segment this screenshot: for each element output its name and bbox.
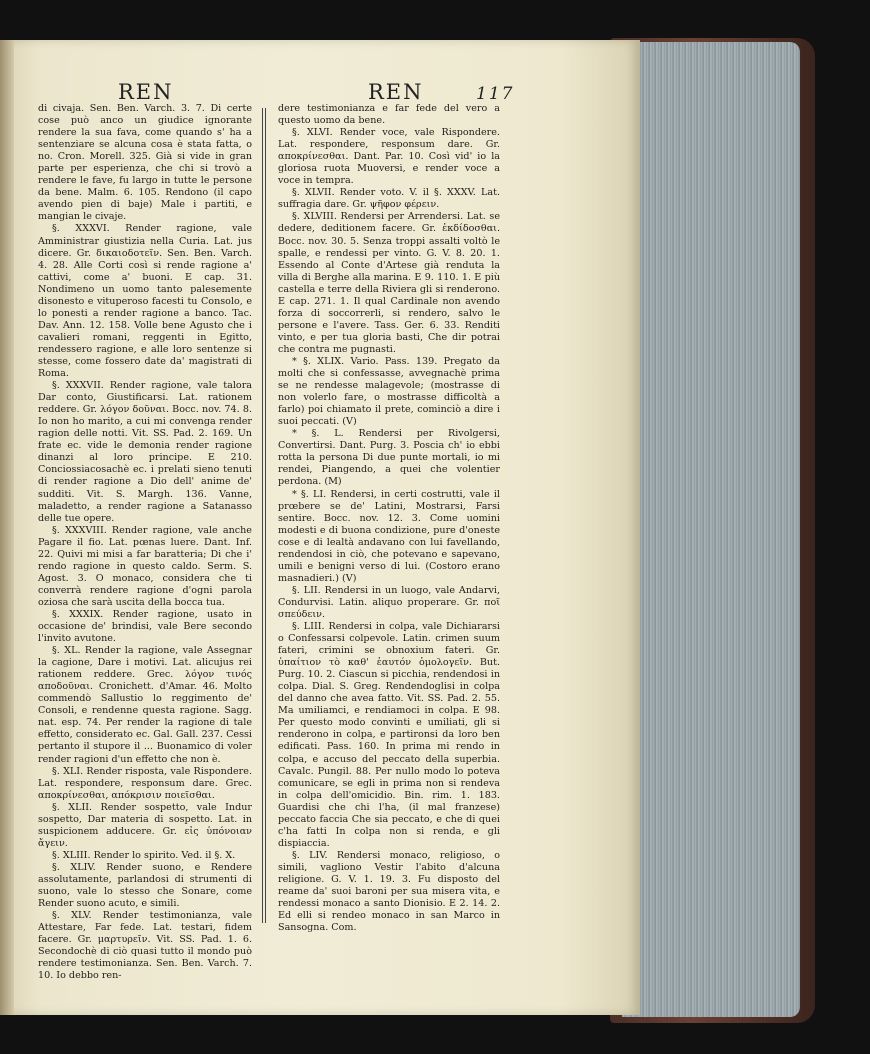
right-running-head: REN	[368, 80, 424, 104]
paragraph: §. XLI. Render risposta, vale Rispondere. Lat. respondere, responsum dare. Grec. αποκρίνεσθαι, απόκρισιν ποιεῖσθαι.	[38, 765, 252, 801]
page-number: 117	[476, 84, 515, 104]
paragraph: §. LIII. Rendersi in colpa, vale Dichiararsi o Confessarsi colpevole. Latin. crimen suum fateri, crimini se obnoxium fateri. Gr. ὑπαίτιον τὸ καθ' ἑαυτόν ὁμολογεῖν. But. Purg. 10. 2. Ciascun si picchia, rendendosi in colpa. Dial. S. Greg. Rendendoglisi in colpa del danno che avea fatto. Vit. SS. Pad. 2. 55. Ma umiliamci, e rendiamoci in colpa. E 98. Per questo modo convinti e umiliati, gli si renderono in colpa, e partironsi da loro ben edificati. Pass. 160. In prima mi rendo in colpa, e accuso del peccato della superbia. Cavalc. Pungil. 88. Per nullo modo lo poteva comunicare, se egli in prima non si rendeva in colpa dell'omicidio. Bin. rim. 1. 183. Guardisi che chi l'ha, (il mal franzese) peccato faccia Che sia peccato, e che di quei c'ha fatti In colpa non si renda, e gli dispiaccia.	[278, 621, 500, 849]
paragraph: dere testimonianza e far fede del vero a questo uomo da bene.	[278, 103, 500, 127]
paragraph: §. XXXVII. Render ragione, vale talora Dar conto, Giustificarsi. Lat. rationem reddere. Gr. λόγον δοῦναι. Bocc. nov. 74. 8. Io non ho marito, a cui mi convenga render ragion delle notti. Vit. SS. Pad. 2. 169. Un frate ec. vide le demonia render ragione dinanzi al loro principe. E 210. Conciossiacosachè ec. i prelati sieno tenuti di render ragione a Dio dell' anime de' sudditi. Vit. S. Margh. 136. Vanne, maladetto, a render ragione a Satanasso delle tue opere.	[38, 380, 252, 524]
gutter-fold	[0, 40, 14, 1015]
paragraph: §. XXXVIII. Render ragione, vale anche Pagare il fio. Lat. pœnas luere. Dant. Inf. 22. Quivi mi misi a far baratteria; Di che i' rendo ragione in questo caldo. Serm. S. Agost. 3. O monaco, considera che ti converrà rendere ragione d'ogni parola oziosa che sarà uscita della bocca tua.	[38, 524, 252, 608]
paragraph: §. XLVIII. Rendersi per Arrendersi. Lat. se dedere, deditionem facere. Gr. ἐκδίδοσθαι. Bocc. nov. 30. 5. Senza troppi assalti voltò le spalle, e rendessi per vinto. G. V. 8. 20. 1. Essendo al Conte d'Artese già renduta la villa di Berghe alla marina. E 9. 110. 1. E più castella e terre della Riviera gli si renderono. E cap. 271. 1. Il qual Cardinale non avendo forza di soccorrerli, si rendero, salvo le persone e l'avere. Tass. Ger. 6. 33. Renditi vinto, e per tua gloria basti, Che dir potrai che contra me pugnasti.	[278, 211, 500, 355]
paragraph: * §. XLIX. Vario. Pass. 139. Pregato da molti che si confessasse, avvegnachè prima se ne rendesse malagevole; (mostrasse di non volerlo fare, o mostrasse difficoltà a farlo) poi chiamato il prete, cominciò a dire i suoi peccati. (V)	[278, 355, 500, 428]
paragraph: di civaja. Sen. Ben. Varch. 3. 7. Di certe cose può anco un giudice ignorante rendere la sua fava, come quando s' ha a sentenziare se alcuna cosa è stata fatta, o no. Cron. Morell. 325. Già si vide in gran parte per esperienza, che chi si trovò a rendere le fave, fu largo in tutte le persone da bene. Malm. 6. 105. Rendono (il capo avendo pien di baje) Male i partiti, e mangian le civaje.	[38, 103, 252, 223]
paragraph: * §. LI. Rendersi, in certi costrutti, vale il prœbere se de' Latini, Mostrarsi, Farsi sentire. Bocc. nov. 12. 3. Come uomini modesti e di buona condizione, pure d'oneste cose e di lealtà andavano con lui favellando, rendendosi in ciò, che potevano e sapevano, umili e benigni verso di lui. (Costoro erano masnadieri.) (V)	[278, 488, 500, 584]
paragraph: §. LIV. Rendersi monaco, religioso, o simili, vagliono Vestir l'abito d'alcuna religione. G. V. 1. 19. 3. Fu disposto del reame da' suoi baroni per sua misera vita, e rendessi monaco a santo Dionisio. E 2. 14. 2. Ed elli si rendeo monaco in san Marco in Sansogna. Com.	[278, 849, 500, 934]
column-rule-double	[265, 108, 266, 923]
paragraph: §. XL. Render la ragione, vale Assegnar la cagione, Dare i motivi. Lat. alicujus rei rationem reddere. Grec. λόγον τινός αποδοῦναι. Cronichett. d'Amar. 46. Molto commendò Sallustio lo reggimento de' Consoli, e rendenne questa ragione. Sagg. nat. esp. 74. Per render la ragione di tale effetto, considerato ec. Gal. Gall. 237. Cessi pertanto il stupore il ... Buonamico di voler render ragioni d'un effetto che non è.	[38, 645, 252, 765]
paragraph: §. XXXVI. Render ragione, vale Amministrar giustizia nella Curia. Lat. jus dicere. Gr. δικαιοδοτεῖν. Sen. Ben. Varch. 4. 28. Alle Corti così si rende ragione a' cattivi, come a' buoni. E cap. 31. Nondimeno un uomo tanto palesemente disonesto e vituperoso facesti tu Consolo, e lo ponesti a render ragione a banco. Tac. Dav. Ann. 12. 158. Volle bene Agusto che i cavalieri romani, reggenti in Egitto, rendessero ragione, e alle loro sentenze si stesse, come fossero date da' magistrati di Roma.	[38, 223, 252, 380]
paragraph: §. LII. Rendersi in un luogo, vale Andarvi, Condurvisi. Latin. aliquo properare. Gr. ποῖ σπεύδειν.	[278, 584, 500, 620]
paragraph: §. XLVI. Render voce, vale Rispondere. Lat. respondere, responsum dare. Gr. αποκρίνεσθαι. Dant. Par. 10. Così vid' io la gloriosa ruota Muoversi, e render voce a voce in tempra.	[278, 127, 500, 187]
paragraph: §. XLVII. Render voto. V. il §. XXXV. Lat. suffragia dare. Gr. ψῆφον φέρειν.	[278, 187, 500, 211]
page-edges	[622, 42, 800, 1017]
left-running-head: REN	[118, 80, 174, 104]
column-rule	[262, 108, 263, 923]
right-column	[278, 103, 500, 934]
paragraph: §. XLV. Render testimonianza, vale Attestare, Far fede. Lat. testari, fidem facere. Gr. μαρτυρεῖν. Vit. SS. Pad. 1. 6. Secondochè di ciò quasi tutto il mondo può rendere testimonianza. Sen. Ben. Varch. 7. 10. Io debbo ren-	[38, 910, 252, 982]
left-column	[38, 103, 252, 982]
paragraph: §. XLIV. Render suono, e Rendere assolutamente, parlandosi di strumenti di suono, vale lo stesso che Sonare, come Render suono acuto, e simili.	[38, 861, 252, 910]
paragraph: * §. L. Rendersi per Rivolgersi, Convertirsi. Dant. Purg. 3. Poscia ch' io ebbi rotta la persona Di due punte mortali, io mi rendei, Piangendo, a quei che volentier perdona. (M)	[278, 428, 500, 488]
paragraph: §. XLIII. Render lo spirito. Ved. il §. X.	[52, 849, 236, 861]
paragraph: §. XLII. Render sospetto, vale Indur sospetto, Dar materia di sospetto. Lat. in suspicionem adducere. Gr. εἰς ὑπόνοιαν ἄγειν.	[38, 801, 252, 849]
paragraph: §. XXXIX. Render ragione, usato in occasione de' brindisi, vale Bere secondo l'invito avutone.	[38, 608, 252, 645]
